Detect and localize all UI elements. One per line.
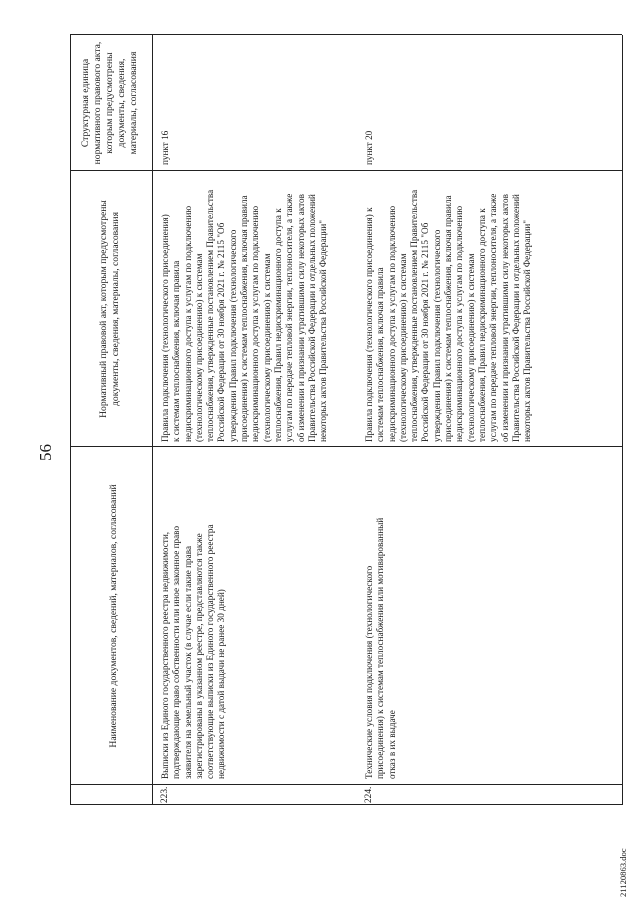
text-line: об изменении и признании утратившими силу некоторых актов (499, 194, 510, 442)
text-line: теплоснабжения, утвержденные постановлением Правительства (409, 189, 420, 442)
text-line: системам теплоснабжения, включая правила (375, 267, 386, 442)
text-line: недискриминационного доступа к услугам по подключению (454, 205, 465, 442)
text-line: Технические условия подключения (технологического (364, 565, 374, 779)
text-line: Правила подключения (технологического присоединения) к (364, 207, 374, 442)
row-document-name (364, 451, 398, 779)
text-line: присоединения) к системам теплоснабжения, включая правила (239, 195, 250, 442)
text-line: некоторых актов Правительства Российской Федерации" (318, 220, 329, 442)
text-line: к системам теплоснабжения, включая правила (171, 260, 182, 442)
text-line: утверждении Правил подключения (технологического (227, 229, 238, 442)
text-line: теплоснабжения, Правил недискриминационного доступа к (476, 208, 487, 442)
text-line: (технологическому присоединению) к системам (193, 253, 204, 442)
text-line: (технологическому присоединению) к системам (465, 253, 476, 442)
document-table (70, 35, 622, 805)
text-line: услугам по передаче тепловой энергии, теплоносителя, а также (284, 193, 295, 442)
header-name: Наименование документов, сведений, материалов, согласований (108, 484, 119, 748)
text-line: Правила подключения (технологического присоединения) (160, 214, 170, 442)
table-border-bottom (622, 35, 623, 805)
text-line: об изменении и признании утратившими силу некоторых актов (295, 194, 306, 442)
text-line: отказ в их выдаче (386, 710, 397, 779)
text-line: зарегистрированы в указанном реестре, представляются также (193, 533, 204, 779)
text-line: некоторых актов Правительства Российской Федерации" (522, 220, 533, 442)
text-line: соответствующие выписки из Единого государственного реестра (205, 524, 216, 779)
text-line: присоединения) к системам теплоснабжения, включая правила (443, 195, 454, 442)
text-line: Российской Федерации от 30 ноября 2021 г. № 2115 "Об (216, 222, 227, 442)
header-divider (152, 35, 153, 805)
header-unit-line: документы, сведения, (116, 58, 127, 148)
text-line: заявителя на земельный участок (в случае если такие права (182, 545, 193, 779)
row-structural-unit: пункт 20 (364, 130, 374, 165)
text-line: (технологическому присоединению) к системам (397, 253, 408, 442)
header-unit (80, 35, 140, 171)
text-line: Правительства Российской Федерации и отдельных положений (306, 194, 317, 442)
header-unit-line: материалы, согласования (128, 51, 139, 155)
header-act-line: документы, сведения, материалы, согласования (110, 212, 121, 406)
header-unit-line: которым предусмотрены (104, 52, 115, 154)
text-line: присоединения) к системам теплоснабжения или мотивированный (375, 517, 386, 779)
text-line: недискриминационного доступа к услугам по подключению (386, 205, 397, 442)
text-line: недискриминационного доступа к услугам по подключению (182, 205, 193, 442)
text-line: теплоснабжения, Правил недискриминационного доступа к (272, 208, 283, 442)
row-normative-act (364, 174, 533, 442)
text-line: Правительства Российской Федерации и отдельных положений (510, 194, 521, 442)
row-number: 224. (364, 786, 374, 803)
row-structural-unit: пункт 16 (160, 130, 170, 165)
header-act (98, 171, 122, 447)
text-line: недвижимости с датой выдачи не ранее 30 дней) (216, 589, 227, 779)
text-line: (технологическому присоединению) к системам (261, 253, 272, 442)
text-line: услугам по передаче тепловой энергии, теплоносителя, а также (488, 193, 499, 442)
text-line: недискриминационного доступа к услугам по подключению (250, 205, 261, 442)
text-line: Выписки из Единого государственного реестра недвижимости, (160, 531, 170, 779)
text-line: Российской Федерации от 30 ноября 2021 г. № 2115 "Об (420, 222, 431, 442)
header-unit-line: Структурная единица (80, 58, 91, 148)
footer-file-code: 21120863.doc (618, 848, 628, 897)
table-border-top (70, 35, 71, 805)
text-line: утверждении Правил подключения (технологического (431, 229, 442, 442)
row-normative-act (160, 174, 329, 442)
row-document-name (160, 451, 228, 779)
page-number: 56 (36, 444, 55, 461)
header-act-line: Нормативный правовой акт, которым предусмотрены (98, 200, 109, 418)
header-unit-line: нормативного правового акта, (92, 41, 103, 165)
text-line: подтверждающие право собственности или иное законное право (171, 525, 182, 779)
row-number: 223. (160, 786, 170, 803)
text-line: теплоснабжения, утвержденные постановлением Правительства (205, 189, 216, 442)
